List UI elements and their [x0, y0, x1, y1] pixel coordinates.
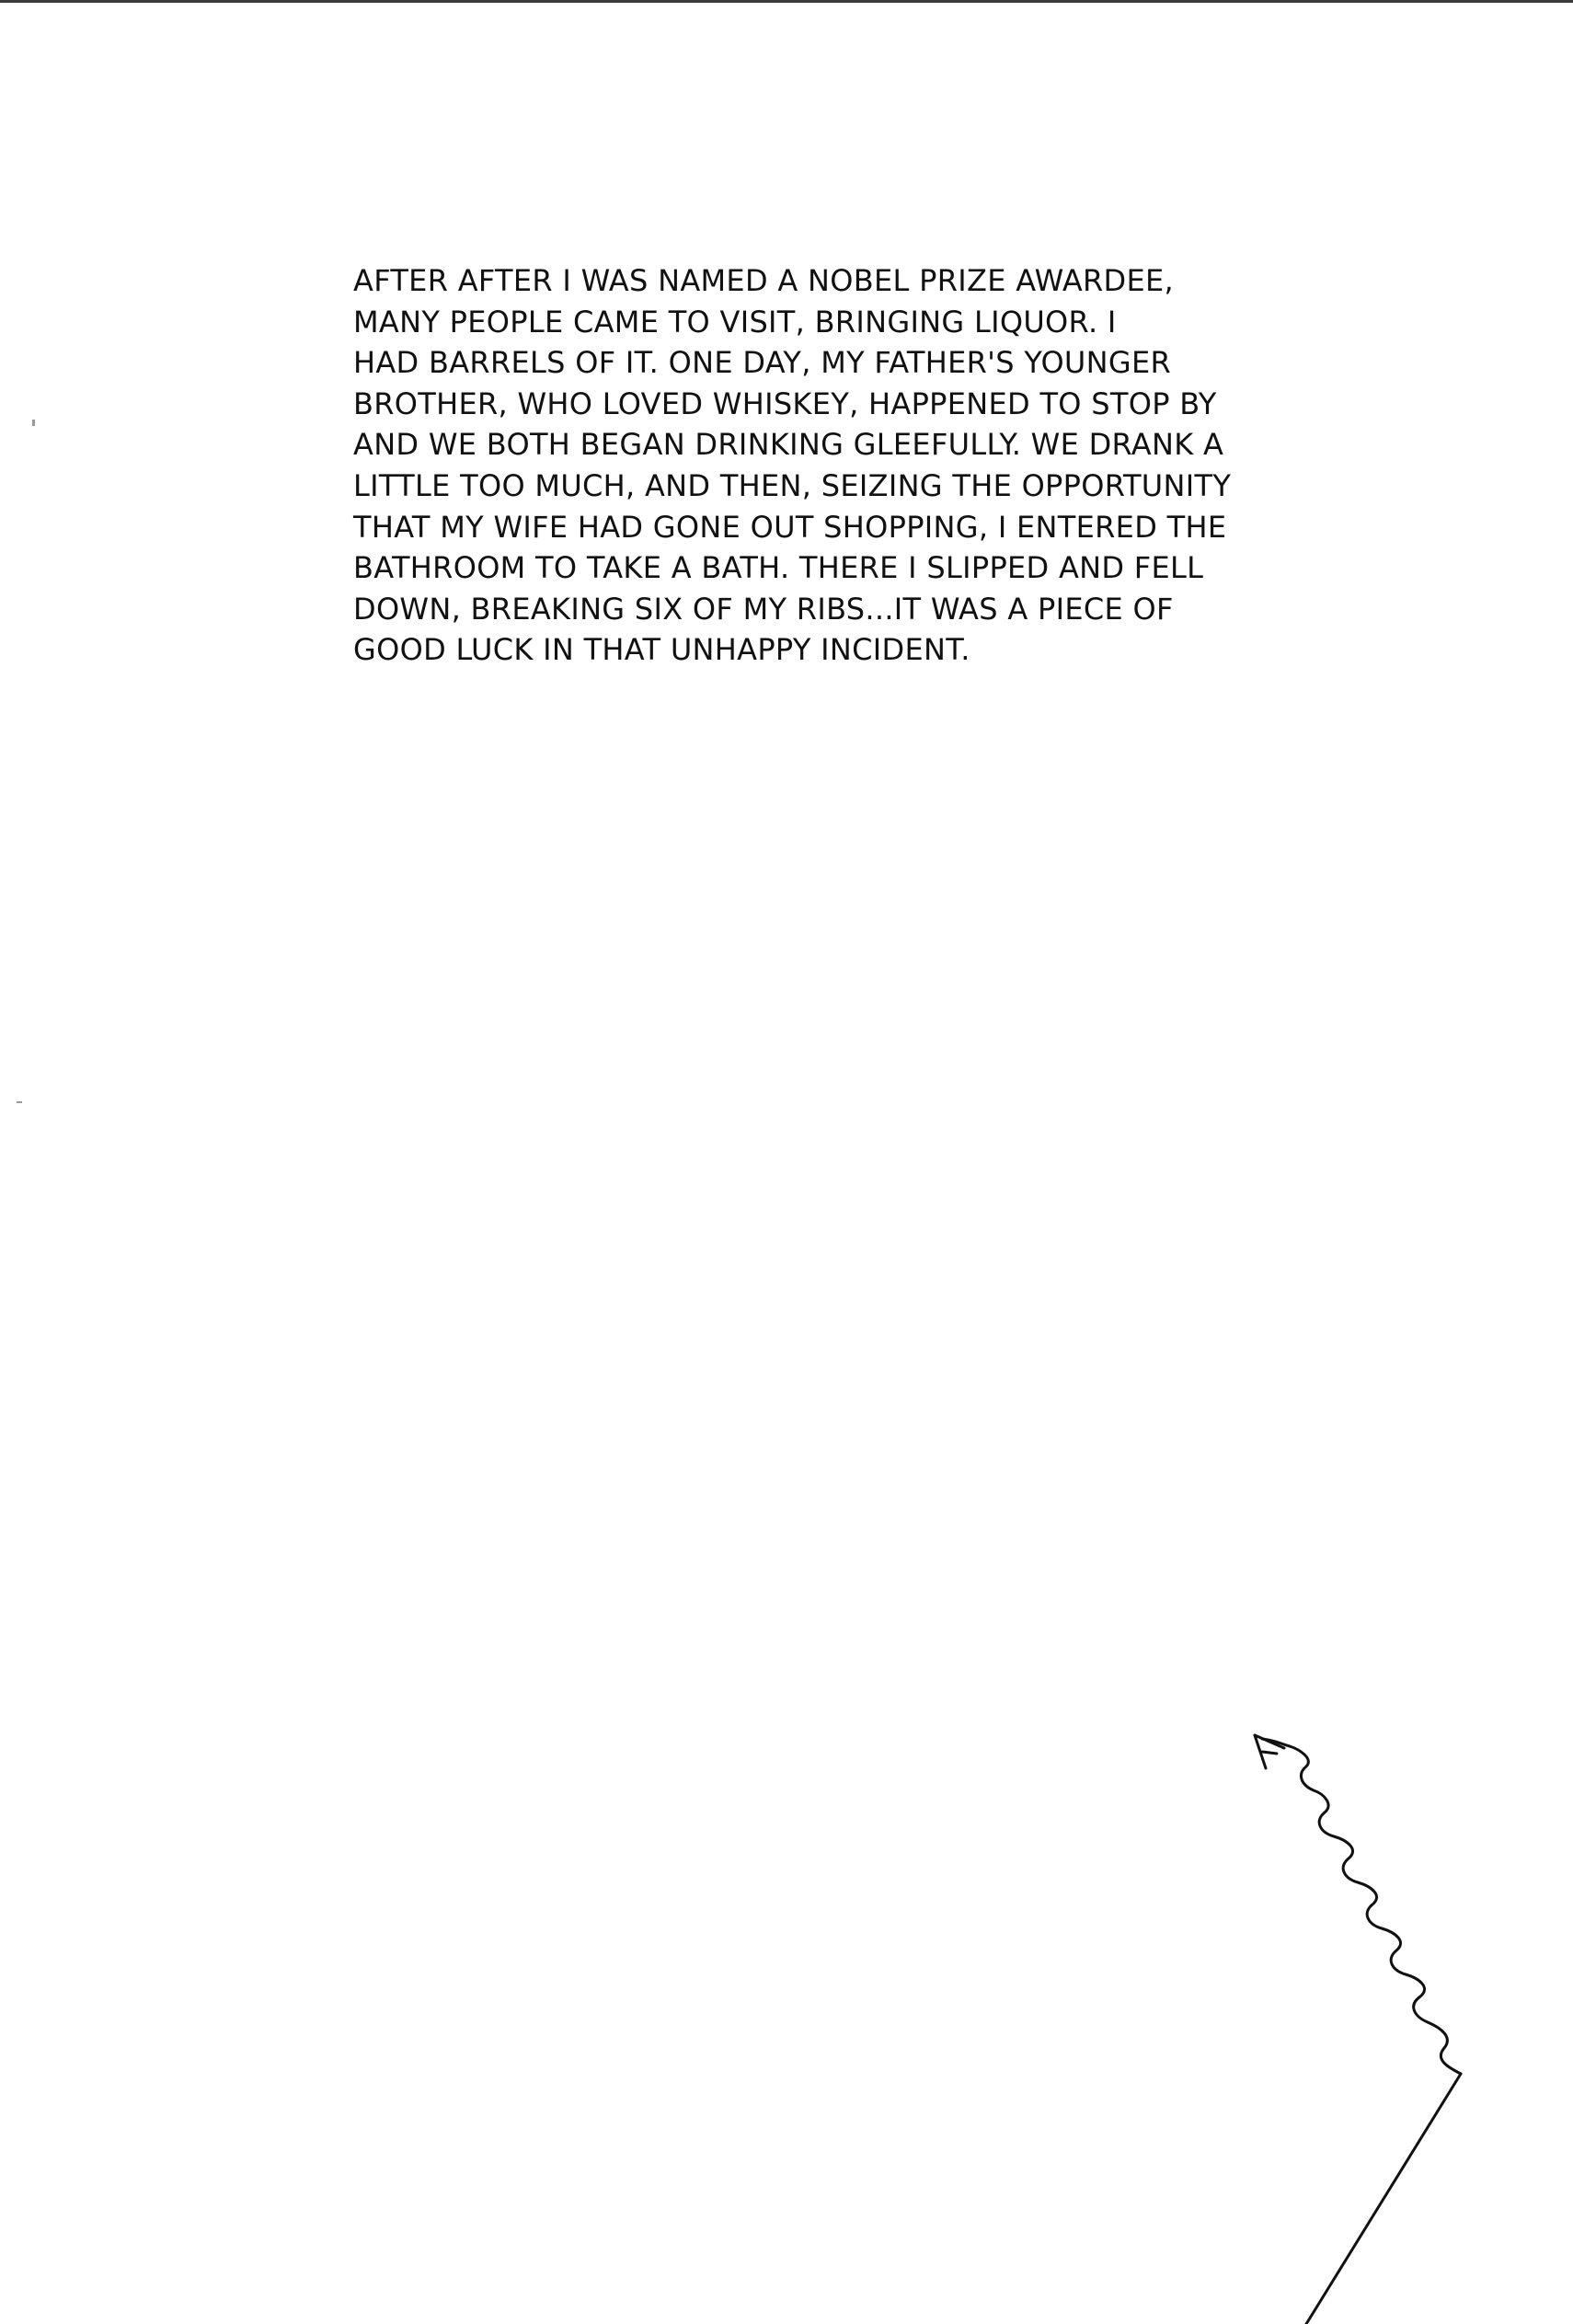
- narration-line: GOOD LUCK IN THAT UNHAPPY INCIDENT.: [353, 632, 970, 668]
- narration-text: [353, 260, 1282, 671]
- narration-line: MANY PEOPLE CAME TO VISIT, BRINGING LIQUOR. I: [353, 304, 1117, 339]
- narration-line: BROTHER, WHO LOVED WHISKEY, HAPPENED TO STOP BY: [353, 385, 1217, 421]
- arrow-head: [1262, 1752, 1277, 1754]
- narration-line: AND WE BOTH BEGAN DRINKING GLEEFULLY. WE DRANK A: [353, 427, 1224, 463]
- squiggly-arrow-icon: [1233, 1720, 1490, 2324]
- narration-line: HAD BARRELS OF IT. ONE DAY, MY FATHER'S YOUNGER: [353, 345, 1172, 381]
- paper-speck: [32, 420, 35, 426]
- narration-line: BATHROOM TO TAKE A BATH. THERE I SLIPPED AND FELL: [353, 550, 1204, 586]
- page-top-edge: [0, 0, 1573, 3]
- arrow-squiggle: [1262, 1739, 1461, 2074]
- paper-speck: [17, 1101, 22, 1103]
- arrow-stem: [1306, 2074, 1461, 2324]
- narration-line: THAT MY WIFE HAD GONE OUT SHOPPING, I ENTERED THE: [353, 509, 1227, 545]
- narration-line: LITTLE TOO MUCH, AND THEN, SEIZING THE OPPORTUNITY: [353, 467, 1232, 503]
- narration-line: AFTER AFTER I WAS NAMED A NOBEL PRIZE AWARDEE,: [353, 263, 1175, 298]
- narration-line: DOWN, BREAKING SIX OF MY RIBS...IT WAS A PIECE OF: [353, 591, 1174, 627]
